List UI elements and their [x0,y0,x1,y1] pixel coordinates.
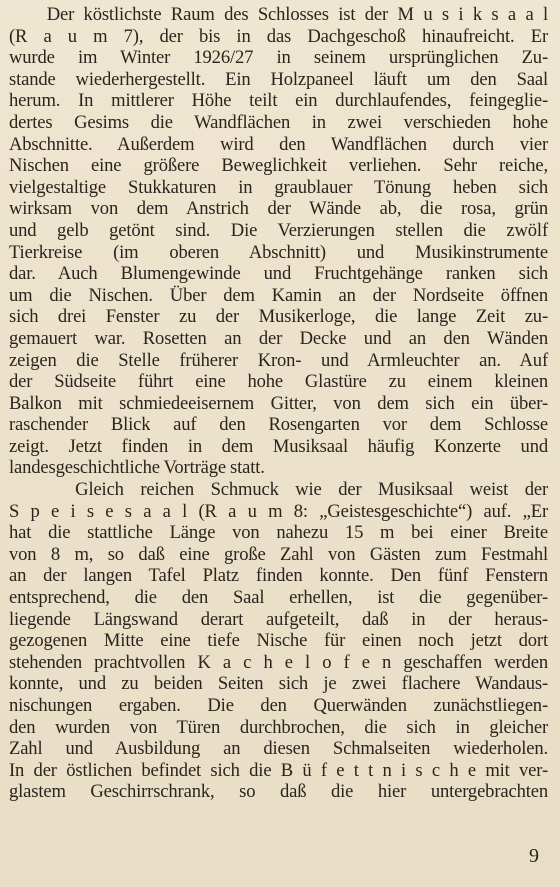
text-line: entsprechend, die den Saal erhellen, ist die gegenüber- [9,587,548,609]
text-line: glastem Geschirrschrank, so daß die hier untergebrachten [9,781,548,803]
text-line: sich drei Fenster zu der Musikerloge, die lange Zeit zu- [9,306,548,328]
body-text [9,4,548,803]
text-line: herum. In mittlerer Höhe teilt ein durchlaufendes, feingeglie- [9,90,548,112]
text-line: und gelb getönt sind. Die Verzierungen stellen die zwölf [9,219,548,241]
text-line: konnte, und zu beiden Seiten sich je zwei flachere Wandaus- [9,673,548,695]
text-line: zeigt. Jetzt finden in dem Musiksaal häufig Konzerte und [9,435,548,457]
text-line: stande wiederhergestellt. Ein Holzpaneel läuft um den Saal [9,68,548,90]
page-number: 9 [529,845,539,867]
text-line: vielgestaltige Stukkaturen in graublauer Tönung heben sich [9,176,548,198]
text-line: gezogenen Mitte eine tiefe Nische für einen noch jetzt dort [9,630,548,652]
text-line: S p e i s e s a a l (R a u m 8: „Geistesgeschichte“) auf. „Er [9,500,548,522]
text-line: liegende Längswand derart aufgeteilt, daß in der heraus- [9,608,548,630]
text-line: wirksam von dem Anstrich der Wände ab, die rosa, grün [9,198,548,220]
text-line: dar. Auch Blumengewinde und Fruchtgehänge ranken sich [9,263,548,285]
text-line: zeigen die Stelle früherer Kron- und Armleuchter an. Auf [9,349,548,371]
text-line: Zahl und Ausbildung an diesen Schmalseiten wiederholen. [9,738,548,760]
text-line: gemauert war. Rosetten an der Decke und an den Wänden [9,327,548,349]
text-line: der Südseite führt eine hohe Glastüre zu einem kleinen [9,371,548,393]
text-line: In der östlichen befindet sich die B ü f e t t n i s c h e mit ver- [9,759,548,781]
text-line: um die Nischen. Über dem Kamin an der Nordseite öffnen [9,284,548,306]
text-line: raschender Blick auf den Rosengarten vor dem Schlosse [9,414,548,436]
text-line: den wurden von Türen durchbrochen, die sich in gleicher [9,716,548,738]
text-line: (R a u m 7), der bis in das Dachgeschoß hinaufreicht. Er [9,25,548,47]
text-line: dertes Gesims die Wandflächen in zwei verschieden hohe [9,111,548,133]
text-line: Der köstlichste Raum des Schlosses ist der M u s i k s a a l [9,4,548,25]
text-line: Gleich reichen Schmuck wie der Musiksaal weist der [9,479,548,501]
text-line: Nischen eine größere Beweglichkeit verliehen. Sehr reiche, [9,155,548,177]
text-line: von 8 m, so daß eine große Zahl von Gästen zum Festmahl [9,543,548,565]
text-line: Balkon mit schmiedeeisernem Gitter, von dem sich ein über- [9,392,548,414]
text-line: hat die stattliche Länge von nahezu 15 m bei einer Breite [9,522,548,544]
text-line: an der langen Tafel Platz finden konnte. Den fünf Fenstern [9,565,548,587]
text-line: Abschnitte. Außerdem wird den Wandflächen durch vier [9,133,548,155]
paragraph-last-line: landesgeschichtliche Vorträge statt. [9,457,265,479]
text-line: nischungen ergaben. Die den Querwänden zunächstliegen- [9,695,548,716]
text-line: wurde im Winter 1926/27 in seinem ursprünglichen Zu- [9,47,548,69]
text-line: Tierkreise (im oberen Abschnitt) und Musikinstrumente [9,241,548,263]
text-line: stehenden prachtvollen K a c h e l o f e n geschaffen werden [9,651,548,673]
